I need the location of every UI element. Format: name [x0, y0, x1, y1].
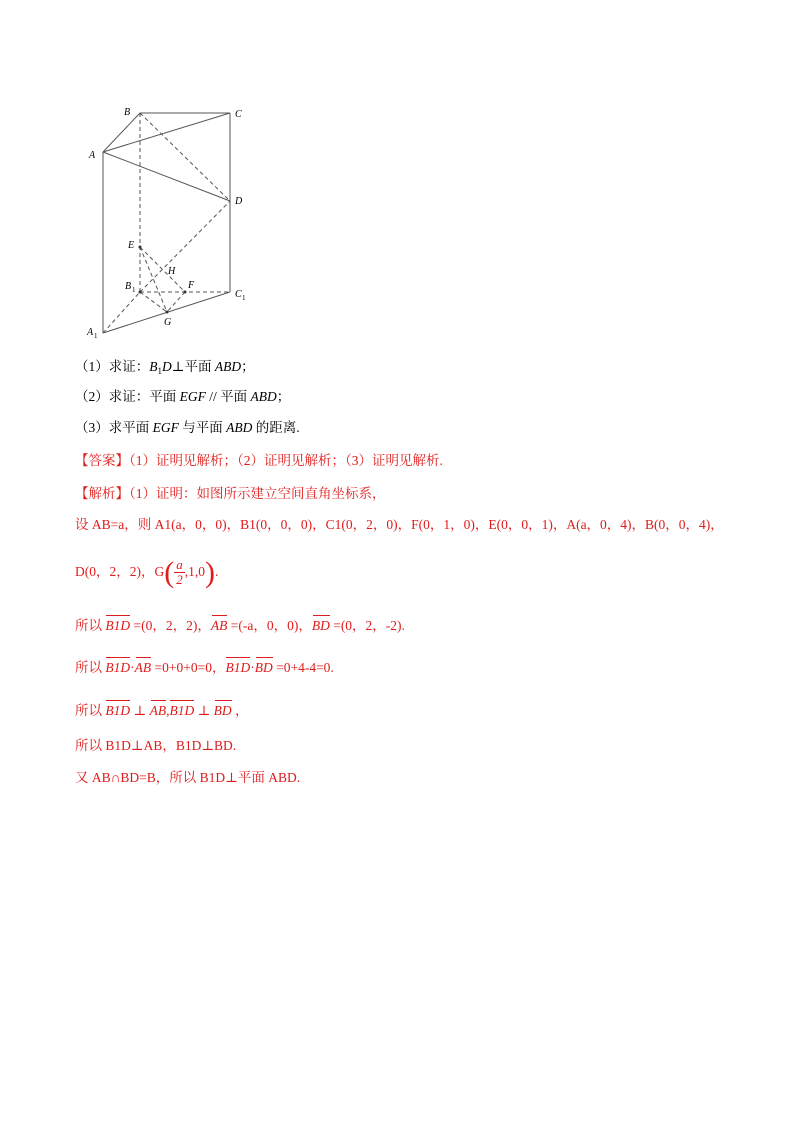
label-A1: A: [87, 327, 94, 338]
answer-tag: 【答案】: [75, 453, 129, 468]
answer-text: （1）证明见解析；（2）证明见解析；（3）证明见解析.: [129, 453, 443, 468]
question-2: （2）求证：平面 EGF // 平面 ABD；: [75, 389, 291, 404]
label-C1-sub: 1: [242, 294, 246, 302]
fraction-a-over-2: $\frac{a}{2}$: [176, 557, 183, 588]
analysis-tag: 【解析】: [75, 486, 129, 501]
question-1: （1）求证：$B_1D\perp$平面 ABD；: [75, 359, 255, 376]
answer-line: [75, 452, 443, 470]
perpendicular-line: 所以 B1D ⊥ AB,B1D ⊥ BD ，: [75, 700, 249, 720]
coords-line-2: D(0，2，2)，G( $\frac{a}{2}$ ,1,0).: [75, 555, 219, 589]
label-A: A: [89, 150, 96, 161]
edge-A-D: [103, 152, 230, 201]
vector-AB: AB: [211, 615, 228, 635]
coords-line-1: 设 AB=a，则 A1(a，0，0)，B1(0，0，0)，C1(0，2，0)，F(0，1，0)，E(0，0，1)，A(a，0，4)，B(0，0，4)，: [75, 517, 724, 532]
question-3: （3）求平面 EGF 与平面 ABD 的距离.: [75, 420, 300, 435]
conclusion-1: 所以 B1D⊥AB，B1D⊥BD.: [75, 738, 237, 753]
label-A1-sub: 1: [94, 332, 98, 340]
edge-B1-D: [140, 201, 230, 292]
edge-B-D: [140, 113, 230, 201]
label-D: D: [235, 196, 243, 207]
vector-B1D: B1D: [105, 615, 130, 635]
label-F: F: [188, 280, 195, 291]
vector-BD: BD: [312, 615, 330, 635]
label-B: B: [124, 107, 131, 118]
label-B1-sub: 1: [132, 286, 136, 294]
prism-figure: [80, 100, 260, 345]
prism-diagram: [80, 100, 260, 345]
conclusion-2: 又 AB∩BD=B，所以 B1D⊥平面 ABD.: [75, 770, 301, 785]
vector-line: 所以 B1D =(0，2，2)，AB =(-a，0，0)，BD =(0，2，-2).: [75, 615, 405, 635]
analysis-intro: 【解析】（1）证明：如图所示建立空间直角坐标系，: [75, 486, 386, 501]
label-C1: C: [235, 289, 242, 300]
dot-product-line: 所以 B1D·AB =0+0+0=0，B1D·BD =0+4-4=0.: [75, 657, 334, 677]
label-C: C: [235, 109, 242, 120]
label-H: H: [168, 266, 176, 277]
label-E: E: [128, 240, 135, 251]
label-B1: B: [125, 281, 132, 292]
label-G: G: [164, 317, 172, 328]
